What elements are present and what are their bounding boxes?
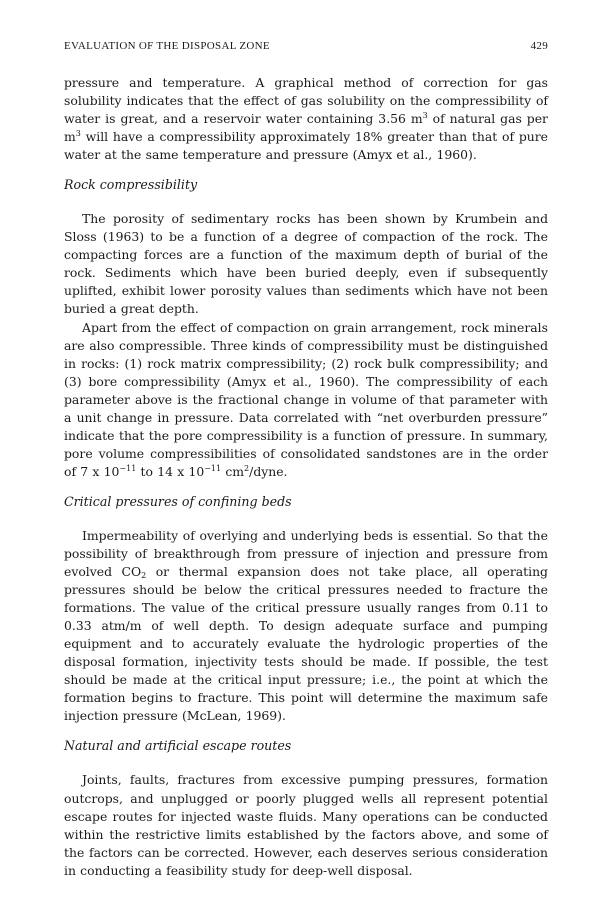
paragraph-compressibility-kinds: Apart from the effect of compaction on grain arrangement, rock minerals are also compressible. Three kinds of compressibility must be distinguished in rocks: (1) rock matrix compressibility; (2) rock bulk compressibility; and (3) bore compressibility (Amyx et al., 1960). The compressibility of each parameter above is the fractional change in volume of that parameter with a unit change in pressure. Data correlated with “net overburden pressure” indicate that the pore compressibility is a function of pressure. In summary, pore volume compressibilities of consolidated sandstones are in the order of 7 x $10^{-11}$ to 14 x $10^{-11}$ $cm^2$/dyne.: [64, 319, 548, 479]
page-number: 429: [530, 40, 548, 52]
paragraph-escape-routes: Joints, faults, fractures from excessive pumping pressures, formation outcrops, and unplugged or poorly plugged wells all represent potential escape routes for injected waste fluids. Many operations can be conducted within the restrictive limits established by the factors above, and some of the factors can be corrected. However, each deserves serious consideration in conducting a feasibility study for deep-well disposal.: [64, 772, 548, 878]
section-heading-critical-pressures: Critical pressures of confining beds: [64, 493, 292, 509]
running-title: EVALUATION OF THE DISPOSAL ZONE: [64, 40, 270, 52]
body-text: [64, 74, 548, 880]
document-page: [64, 40, 548, 880]
running-header: [64, 40, 548, 56]
paragraph-gas-solubility: pressure and temperature. A graphical method of correction for gas solubility indicates that the effect of gas solubility on the compressibility of water is great, and a reservoir water containing 3.56 $m^3$ of natural gas per $m^3$ will have a compressibility approximately 18% greater than that of pure water at the same temperature and pressure (Amyx et al., 1960).: [64, 75, 548, 163]
paragraph-porosity: The porosity of sedimentary rocks has been shown by Krumbein and Sloss (1963) to be a function of a degree of compaction of the rock. The compacting forces are a function of the maximum depth of burial of the rock. Sediments which have been buried deeply, even if subsequently uplifted, exhibit lower porosity values than sediments which have not been buried a great depth.: [64, 211, 548, 317]
paragraph-impermeability: Impermeability of overlying and underlying beds is essential. So that the possibility of breakthrough from pressure of injection and pressure from evolved $CO_2$ or thermal expansion does not take place, all operating pressures should be below the critical pressures needed to fracture the formations. The value of the critical pressure usually ranges from 0.11 to 0.33 atm/m of well depth. To design adequate surface and pumping equipment and to accurately evaluate the hydrologic properties of the disposal formation, injectivity tests should be made. If possible, the test should be made at the critical input pressure; i.e., the point at which the formation begins to fracture. This point will determine the maximum safe injection pressure (McLean, 1969).: [64, 527, 548, 724]
section-heading-escape-routes: Natural and artificial escape routes: [64, 738, 292, 754]
section-heading-rock-compressibility: Rock compressibility: [64, 177, 198, 193]
